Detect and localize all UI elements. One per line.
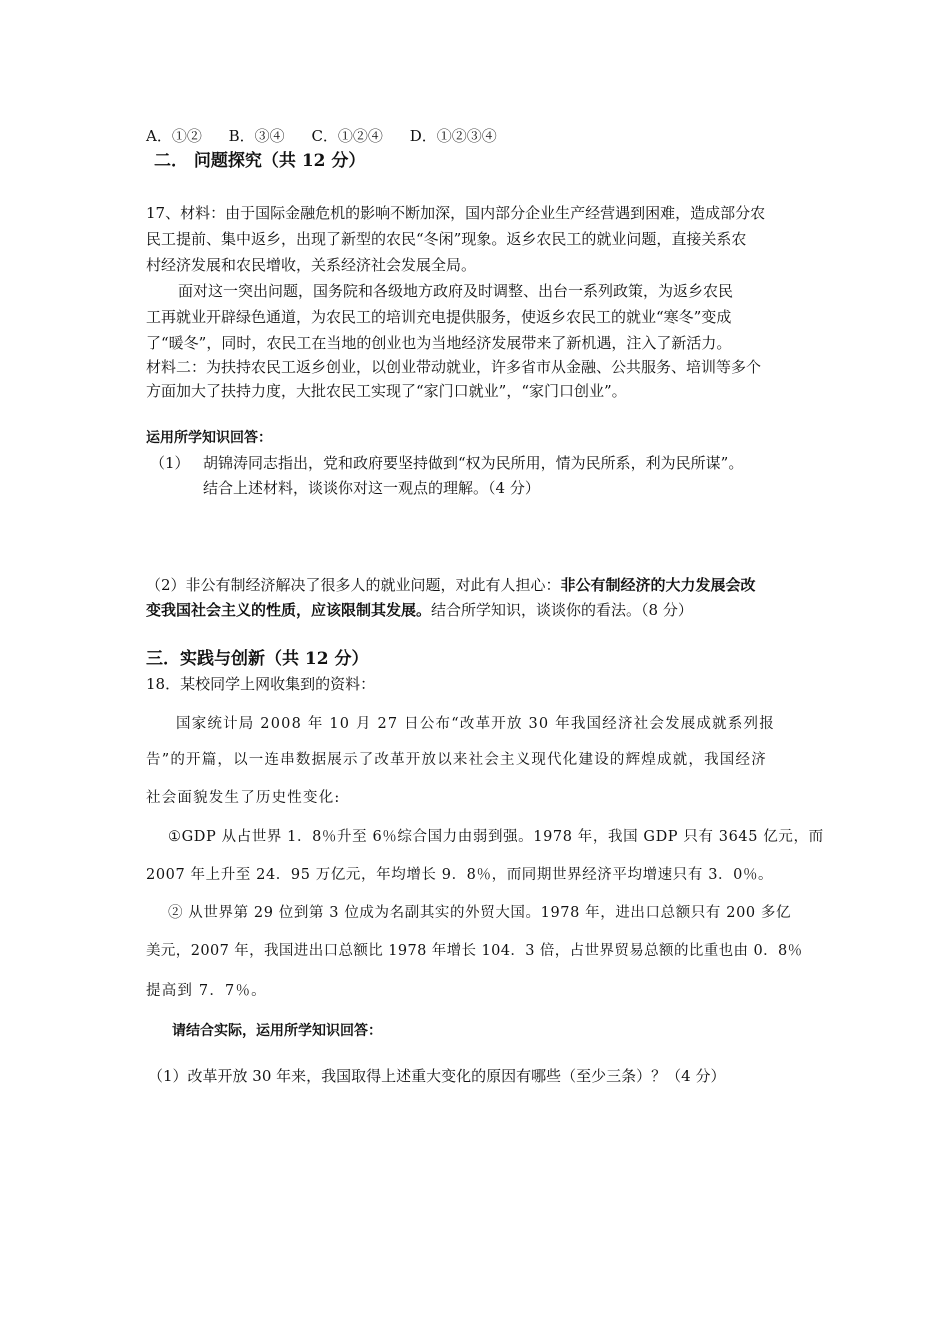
q18-material-line-8: 提高到 7．7％。 [146,983,267,999]
q18-material-line-1: 国家统计局 2008 年 10 月 27 日公布“改革开放 30 年我国经济社会发展成就系列报 [176,716,775,732]
q18-material-line-5: 2007 年上升至 24．95 万亿元，年均增长 9．8％，而同期世界经济平均增速只有 3．0％。 [146,867,774,883]
q17-sub2-line-1 [146,575,756,595]
q18-intro: 18．某校同学上网收集到的资料： [146,675,376,693]
q18-material-line-2: 告”的开篇，以一连串数据展示了改革开放以来社会主义现代化建设的辉煌成就，我国经济 [146,752,767,768]
option-d: D．①②③④ [409,127,497,145]
q17-line-8: 方面加大了扶持力度，大批农民工实现了“家门口就业”，“家门口创业”。 [146,382,627,400]
answer-options-row [146,126,519,146]
q17-line-1: 17、材料：由于国际金融危机的影响不断加深，国内部分企业生产经营遇到困难，造成部分农 [146,204,766,222]
section3-prompt: 请结合实际，运用所学知识回答： [172,1023,382,1039]
section3-heading: 三．实践与创新（共 12 分） [146,649,369,669]
q17-sub2-emphasis: 非公有制经济的大力发展会改 [560,576,756,594]
section2-prompt: 运用所学知识回答： [146,430,272,446]
q18-sub1: （1）改革开放 30 年来，我国取得上述重大变化的原因有哪些（至少三条）？（4 分） [148,1067,726,1085]
q17-sub1-number: （1） [150,454,190,472]
q18-material-line-4: ①GDP 从占世界 1．8％升至 6％综合国力由弱到强。1978 年，我国 GDP 只有 3645 亿元，而 [168,829,824,845]
q17-sub1-line-2: 结合上述材料，谈谈你对这一观点的理解。（4 分） [203,479,540,497]
q17-sub2-instruction: 结合所学知识，谈谈你的看法。（8 分） [431,601,693,619]
q17-sub2-text: （2）非公有制经济解决了很多人的就业问题，对此有人担心： [146,576,561,594]
q17-sub2-emphasis-cont: 变我国社会主义的性质，应该限制其发展。 [146,601,432,619]
q18-material-line-3: 社会面貌发生了历史性变化: [146,790,341,806]
q17-line-7: 材料二：为扶持农民工返乡创业，以创业带动就业，许多省市从金融、公共服务、培训等多个 [146,358,762,376]
q17-sub2-line-2 [146,600,693,620]
q18-material-line-6: ② 从世界第 29 位到第 3 位成为名副其实的外贸大国。1978 年，进出口总额只有 200 多亿 [168,905,792,921]
q18-material-line-7: 美元，2007 年，我国进出口总额比 1978 年增长 104．3 倍，占世界贸易总额的比重也由 0．8％ [146,943,803,959]
q17-line-5: 工再就业开辟绿色通道，为农民工的培训充电提供服务，使返乡农民工的就业“寒冬”变成 [146,308,732,326]
q17-line-6: 了“暖冬”，同时，农民工在当地的创业也为当地经济发展带来了新机遇，注入了新活力。 [146,334,732,352]
q17-line-2: 民工提前、集中返乡，出现了新型的农民“冬闲”现象。返乡农民工的就业问题，直接关系农 [146,230,747,248]
option-a: A．①② [146,127,202,145]
section2-heading: 二． 问题探究（共 12 分） [154,151,366,171]
option-c: C．①②④ [311,127,383,145]
q17-sub1-line-1: 胡锦涛同志指出，党和政府要坚持做到“权为民所用，情为民所系，利为民所谋”。 [203,454,744,472]
option-b: B．③④ [228,127,285,145]
q17-line-3: 村经济发展和农民增收，关系经济社会发展全局。 [146,256,477,274]
q17-line-4: 面对这一突出问题，国务院和各级地方政府及时调整、出台一系列政策，为返乡农民 [178,282,734,300]
